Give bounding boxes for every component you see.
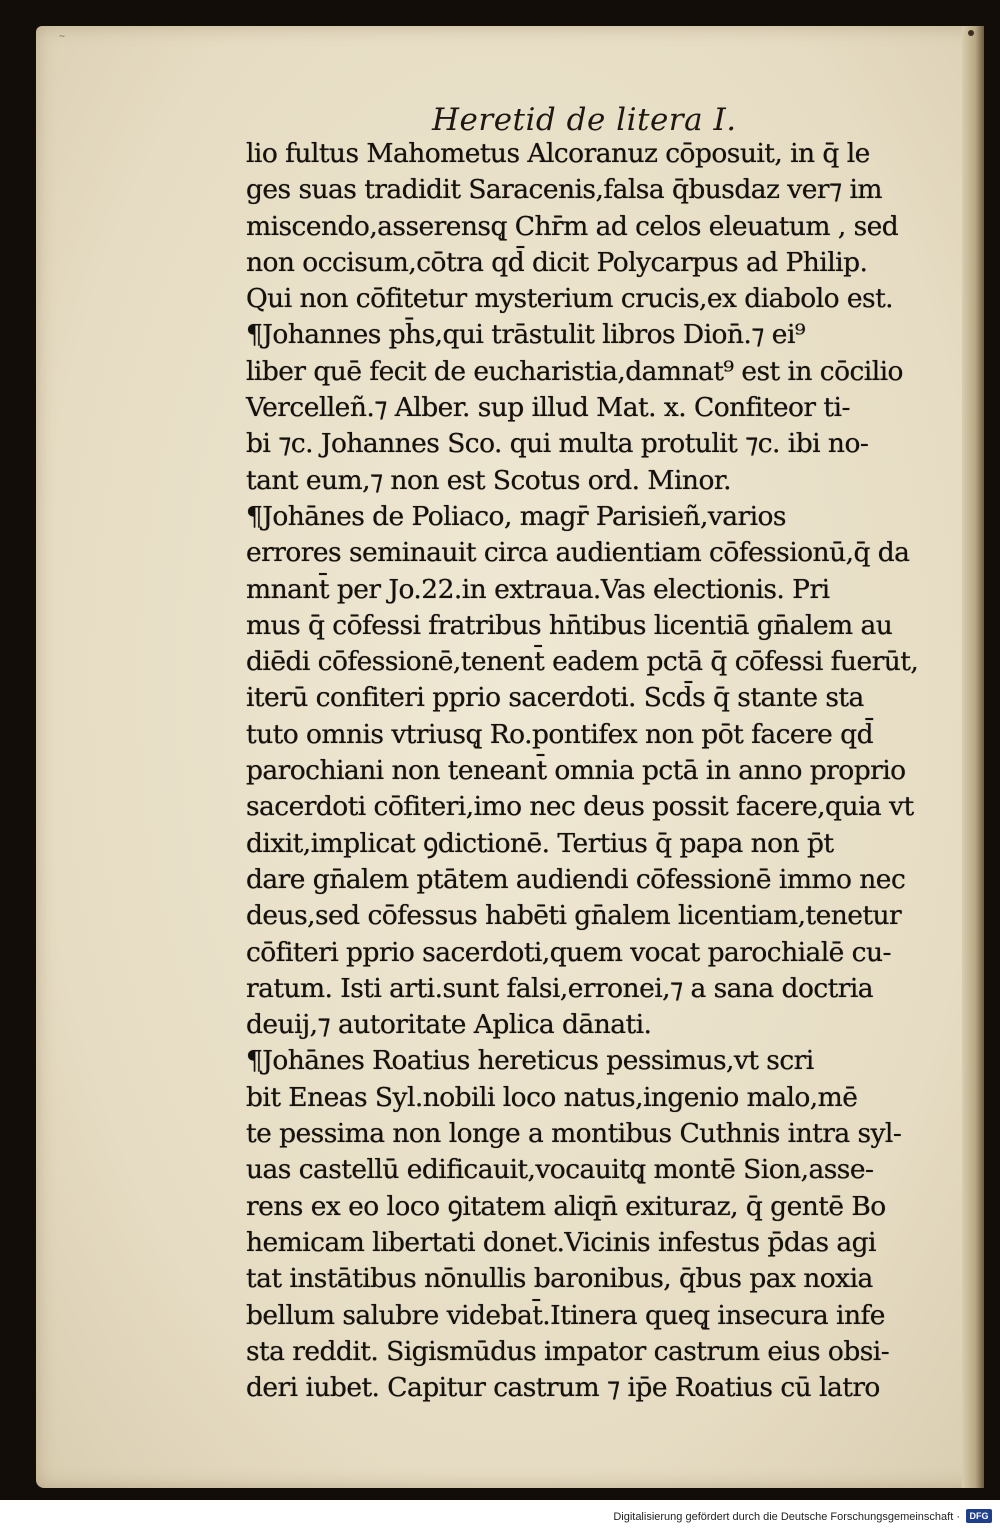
footer-credit: Digitalisierung gefördert durch die Deutsche Forschungsgemeinschaft · bbox=[613, 1511, 960, 1523]
text-line: tat instātibus nōnullis baronibus, q̄bus pax noxia bbox=[246, 1263, 873, 1295]
text-line: deus,sed cōfessus habēti gn̄alem licentiam,tenetur bbox=[246, 900, 902, 932]
running-head: Heretid de litera I. bbox=[432, 102, 737, 138]
text-line: dixit,implicat ꝯdictionē. Tertius q̄ papa non p̄t bbox=[246, 827, 834, 859]
text-line: bit Eneas Syl.nobili loco natus,ingenio malo,mē bbox=[246, 1081, 858, 1113]
text-line: non occisum,cōtra qd̄ dicit Polycarpus ad Philip. bbox=[246, 246, 868, 278]
text-line: uas castellū edificauit,vocauitq̨ montē Sion,asse- bbox=[246, 1154, 874, 1186]
text-line: tant eum,⁊ non est Scotus ord. Minor. bbox=[246, 464, 731, 496]
text-line: lio fultus Mahometus Alcoranuz cōposuit, in q̄ le bbox=[246, 138, 870, 169]
edge-mark bbox=[968, 30, 974, 36]
text-line: rens ex eo loco ꝯitatem aliqn̄ exituraz, q̄ gentē Bo bbox=[246, 1190, 886, 1222]
text-line: bellum salubre videbat̄.Itinera queq̨ insecura infe bbox=[246, 1299, 885, 1331]
text-line: deri iubet. Capitur castrum ⁊ ip̄e Roatius cū latro bbox=[246, 1372, 880, 1404]
text-line: Vercelleñ.⁊ Alber. sup illud Mat. x. Confiteor ti- bbox=[246, 392, 850, 424]
text-line: iterū confiteri pprio sacerdoti. Scd̄s q̄ stante sta bbox=[246, 682, 864, 714]
text-line: errores seminauit circa audientiam cōfessionū,q̄ da bbox=[246, 537, 910, 569]
text-line: miscendo,asserensq̨ Chr̄m ad celos eleuatum , sed bbox=[246, 210, 899, 242]
text-line: sta reddit. Sigismūdus impator castrum eius obsi- bbox=[246, 1335, 890, 1367]
text-line: diēdi cōfessionē,tenent̄ eadem pctā q̄ cōfessi fuerūt, bbox=[246, 646, 919, 678]
corner-annotation: ˜ bbox=[58, 32, 66, 51]
text-line: ratum. Isti arti.sunt falsi,erronei,⁊ a sana doctria bbox=[246, 972, 874, 1004]
text-block bbox=[246, 136, 936, 1406]
text-line: Qui non cōfitetur mysterium crucis,ex diabolo est. bbox=[246, 283, 894, 315]
text-line: dare gn̄alem ptātem audiendi cōfessionē immo nec bbox=[246, 863, 906, 895]
text-line: liber quē fecit de eucharistia,damnat⁹ est in cōcilio bbox=[246, 355, 903, 387]
text-line: tuto omnis vtriusq̨ Ro.pontifex non pōt facere qd̄ bbox=[246, 718, 873, 750]
text-line: bi ⁊c. Johannes Sco. qui multa protulit ⁊c. ibi no- bbox=[246, 428, 869, 460]
text-line: parochiani non teneant̄ omnia pctā in anno proprio bbox=[246, 755, 906, 787]
page-gutter bbox=[962, 26, 984, 1488]
text-line: cōfiteri pprio sacerdoti,quem vocat parochialē cu- bbox=[246, 936, 891, 968]
text-line: ¶Johānes de Poliaco, magr̄ Parisieñ,varios bbox=[246, 500, 786, 532]
text-line: mnant̄ per Jo.22.in extraua.Vas electionis. Pri bbox=[246, 573, 830, 605]
dfg-logo: DFG bbox=[966, 1509, 992, 1523]
text-line: ¶Johannes ph̄s,qui trāstulit libros Dion̄.⁊ ei⁹ bbox=[246, 319, 805, 351]
text-line: deuij,⁊ autoritate Aplica dānati. bbox=[246, 1009, 652, 1041]
text-line: sacerdoti cōfiteri,imo nec deus possit facere,quia vt bbox=[246, 791, 914, 823]
text-line: ges suas tradidit Saracenis,falsa q̄busdaz ver⁊ im bbox=[246, 174, 882, 206]
text-line: hemicam libertati donet.Vicinis infestus p̄das agi bbox=[246, 1226, 876, 1258]
text-line: mus q̄ cōfessi fratribus hn̄tibus licentiā gn̄alem au bbox=[246, 609, 893, 641]
text-line: te pessima non longe a montibus Cuthnis intra syl- bbox=[246, 1118, 902, 1150]
text-line: ¶Johānes Roatius hereticus pessimus,vt scri bbox=[246, 1045, 814, 1077]
